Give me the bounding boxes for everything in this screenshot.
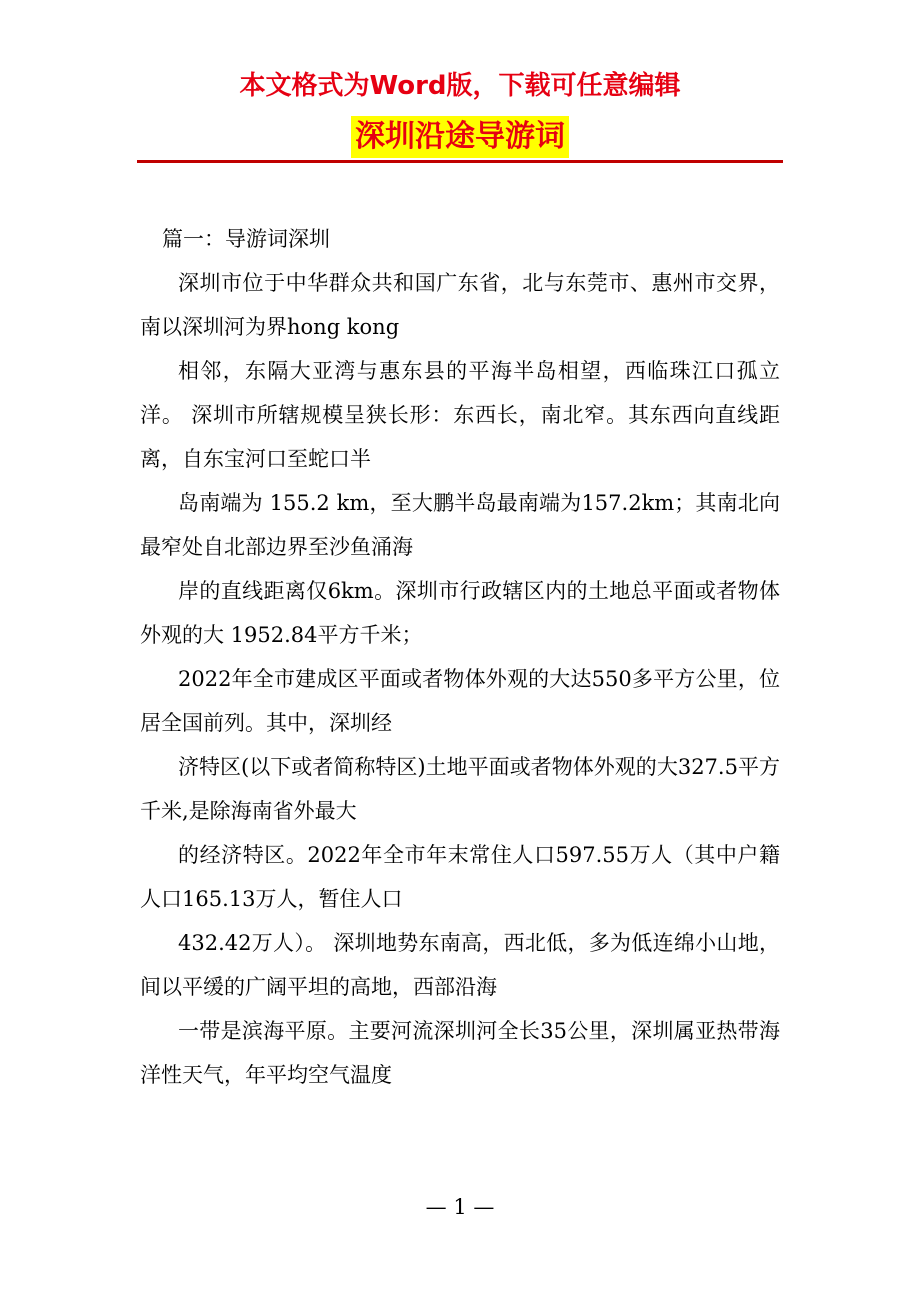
document-title: 深圳沿途导游词 xyxy=(351,116,569,158)
page-number: — 1 — xyxy=(425,1195,495,1219)
header-divider xyxy=(137,160,783,163)
document-body xyxy=(140,217,780,1097)
paragraph: 岛南端为 155.2 km，至大鹏半岛最南端为157.2km；其南北向最窄处自北部边界至沙鱼涌海 xyxy=(140,491,780,559)
paragraph: 2022年全市建成区平面或者物体外观的大达550多平方公里，位居全国前列。其中，深圳经 xyxy=(140,667,780,735)
paragraph: 432.42万人）。 深圳地势东南高，西北低，多为低连绵小山地，间以平缓的广阔平坦的高地，西部沿海 xyxy=(140,931,780,999)
section-heading: 篇一：导游词深圳 xyxy=(162,227,330,251)
format-banner: 本文格式为Word版，下载可任意编辑 xyxy=(239,71,681,101)
paragraph: 一带是滨海平原。主要河流深圳河全长35公里，深圳属亚热带海洋性天气，年平均空气温度 xyxy=(140,1019,780,1087)
paragraph: 深圳市位于中华群众共和国广东省，北与东莞市、惠州市交界，南以深圳河为界hong kong xyxy=(140,271,780,339)
paragraph: 相邻，东隔大亚湾与惠东县的平海半岛相望，西临珠江口孤立洋。 深圳市所辖规模呈狭长形：东西长，南北窄。其东西向直线距离，自东宝河口至蛇口半 xyxy=(140,359,780,471)
title-container xyxy=(0,116,920,158)
paragraph: 的经济特区。2022年全市年末常住人口597.55万人（其中户籍人口165.13万人，暂住人口 xyxy=(140,843,780,911)
paragraph: 济特区(以下或者简称特区)土地平面或者物体外观的大327.5平方千米,是除海南省外最大 xyxy=(140,755,780,823)
paragraph: 岸的直线距离仅6km。深圳市行政辖区内的土地总平面或者物体外观的大 1952.84平方千米； xyxy=(140,579,780,647)
